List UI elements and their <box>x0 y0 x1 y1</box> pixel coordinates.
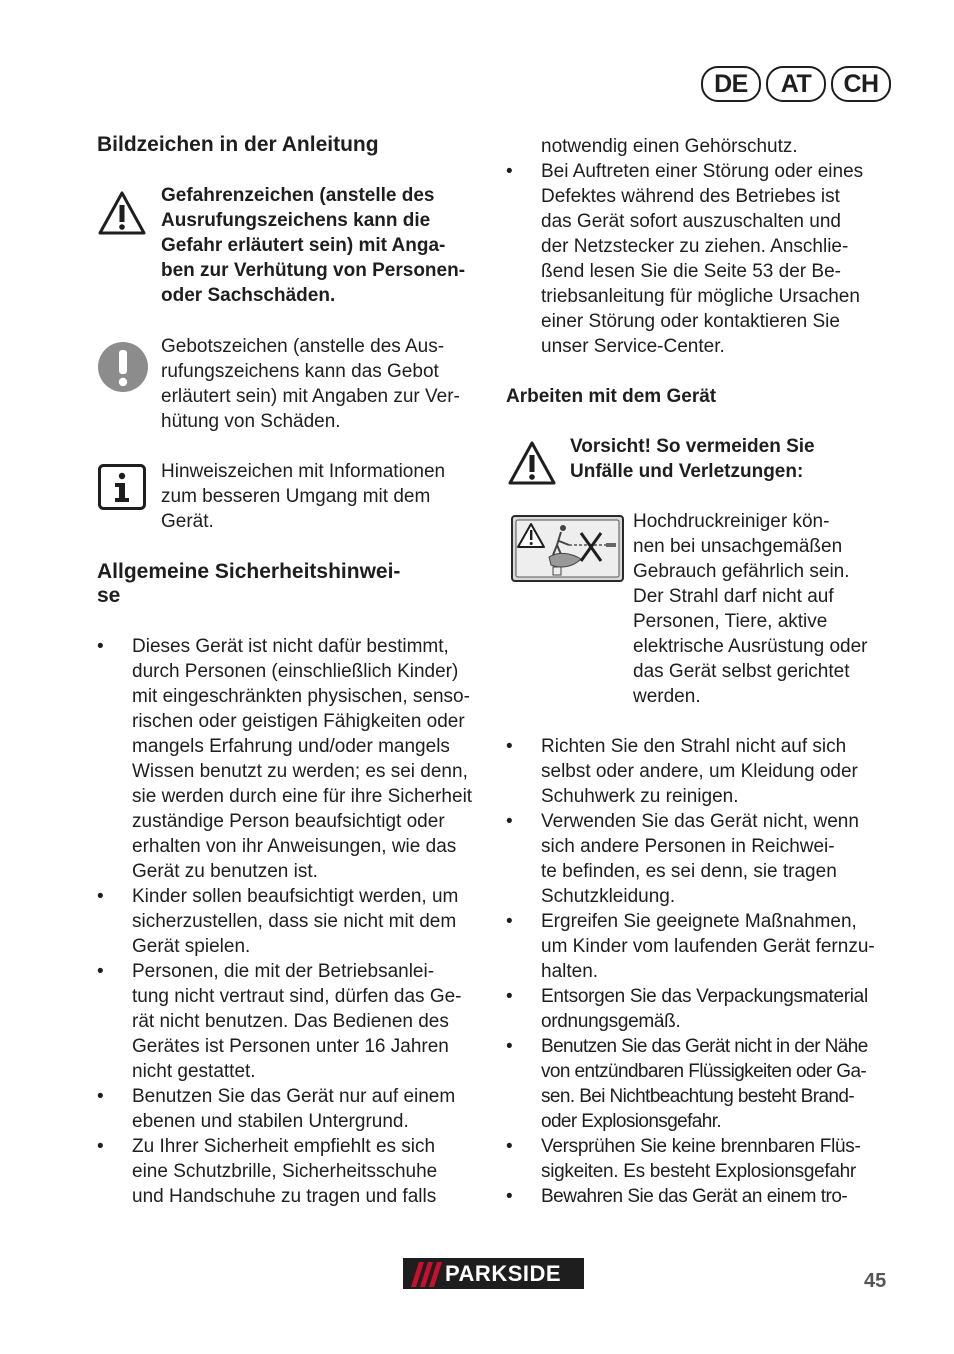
symbol-desc-mandatory: Gebotszeichen (anstelle des Aus- rufungszeichens kann das Gebot erläutert sein) mit Angaben zur Ver- hütung von Schäden. <box>161 336 460 432</box>
list-item: Entsorgen Sie das Verpackungsmaterial ordnungsgemäß. <box>541 986 868 1032</box>
brand-name: PARKSIDE <box>445 1261 562 1286</box>
list-item: Bei Auftreten einer Störung oder eines Defektes während des Betriebes ist das Gerät sofort auszuschalten und der Netzstecker zu ziehen. Anschlie- ßend lesen Sie die Seite 53 der Be- triebsanleitung für mögliche Ursachen einer Störung oder kontaktieren Sie unser Service-Center. <box>541 161 864 357</box>
warning-triangle-icon <box>97 190 147 236</box>
list-item: Zu Ihrer Sicherheit empfiehlt es sich eine Schutzbrille, Sicherheitsschuhe und Handschuhe zu tragen und falls <box>132 1136 438 1207</box>
country-badge-de: DE <box>701 66 761 102</box>
label-description: Hochdruckreiniger kön- nen bei unsachgemäßen Gebrauch gefährlich sein. Der Strahl darf nicht auf Personen, Tiere, aktive elektrische Ausrüstung oder das Gerät selbst gerichtet werden. <box>633 511 868 707</box>
device-warning-label-icon <box>511 515 624 582</box>
warning-triangle-icon <box>507 440 557 486</box>
section-heading-symbols: Bildzeichen in der Anleitung <box>97 133 379 156</box>
symbol-desc-info: Hinweiszeichen mit Informationen zum besseren Umgang mit dem Gerät. <box>161 461 446 532</box>
list-item: Benutzen Sie das Gerät nur auf einem ebenen und stabilen Untergrund. <box>132 1086 456 1132</box>
country-badge-at: AT <box>766 66 826 102</box>
bullet-marker: • <box>506 736 513 757</box>
bullet-marker: • <box>97 886 104 907</box>
subheading-working: Arbeiten mit dem Gerät <box>506 386 717 407</box>
list-item: Richten Sie den Strahl nicht auf sich selbst oder andere, um Kleidung oder Schuhwerk zu reinigen. <box>541 736 858 807</box>
list-item: Verwenden Sie das Gerät nicht, wenn sich andere Personen in Reichwei- te befinden, es sei denn, sie tragen Schutzkleidung. <box>541 811 859 907</box>
list-item: Personen, die mit der Betriebsanlei- tung nicht vertraut sind, dürfen das Ge- rät nicht benutzen. Das Bedienen des Gerätes ist Personen unter 16 Jahren nicht gestattet. <box>132 961 462 1082</box>
list-item: Kinder sollen beaufsichtigt werden, um sicherzustellen, dass sie nicht mit dem Gerät spielen. <box>132 886 459 957</box>
list-item: Dieses Gerät ist nicht dafür bestimmt, durch Personen (einschließlich Kinder) mit eingeschränkten physischen, senso- rischen oder geistigen Fähigkeiten oder mangels Erfahrung und/oder mangels Wissen benutzt zu werden; es sei denn, sie werden durch eine für ihre Sicherheit zuständige Person beaufsichtigt oder erhalten von ihr Anweisungen, wie das Gerät zu benutzen ist. <box>132 636 473 882</box>
bullet-marker: • <box>506 1186 513 1207</box>
bullet-marker: • <box>97 1086 104 1107</box>
bullet-marker: • <box>506 986 513 1007</box>
country-badge-ch: CH <box>831 66 891 102</box>
logo-stripes-icon <box>407 1262 443 1287</box>
continuation-text: notwendig einen Gehörschutz. <box>541 136 798 157</box>
bullet-marker: • <box>506 1036 513 1057</box>
bullet-marker: • <box>97 961 104 982</box>
bullet-marker: • <box>506 911 513 932</box>
page-number: 45 <box>864 1270 887 1292</box>
list-item: Versprühen Sie keine brennbaren Flüs- sigkeiten. Es besteht Explosionsgefahr <box>541 1136 861 1182</box>
bullet-marker: • <box>506 161 513 182</box>
bullet-marker: • <box>97 1136 104 1157</box>
symbol-desc-warning: Gefahrenzeichen (anstelle des Ausrufungszeichens kann die Gefahr erläutert sein) mit Anga- ben zur Verhütung von Personen- oder Sachschäden. <box>161 185 466 306</box>
parkside-logo <box>403 1258 584 1289</box>
list-item: Ergreifen Sie geeignete Maßnahmen, um Kinder vom laufenden Gerät fernzu- halten. <box>541 911 875 982</box>
list-item: Bewahren Sie das Gerät an einem tro- <box>541 1186 848 1207</box>
bullet-marker: • <box>97 636 104 657</box>
mandatory-exclamation-circle-icon <box>97 341 149 393</box>
bullet-marker: • <box>506 811 513 832</box>
caution-text: Vorsicht! So vermeiden Sie Unfälle und Verletzungen: <box>570 436 815 482</box>
info-square-icon <box>98 464 146 510</box>
bullet-marker: • <box>506 1136 513 1157</box>
section-heading-safety: Allgemeine Sicherheitshinwei- se <box>97 560 401 607</box>
list-item: Benutzen Sie das Gerät nicht in der Nähe von entzündbaren Flüssigkeiten oder Ga- sen. Bei Nichtbeachtung besteht Brand- oder Explosionsgefahr. <box>541 1036 868 1132</box>
